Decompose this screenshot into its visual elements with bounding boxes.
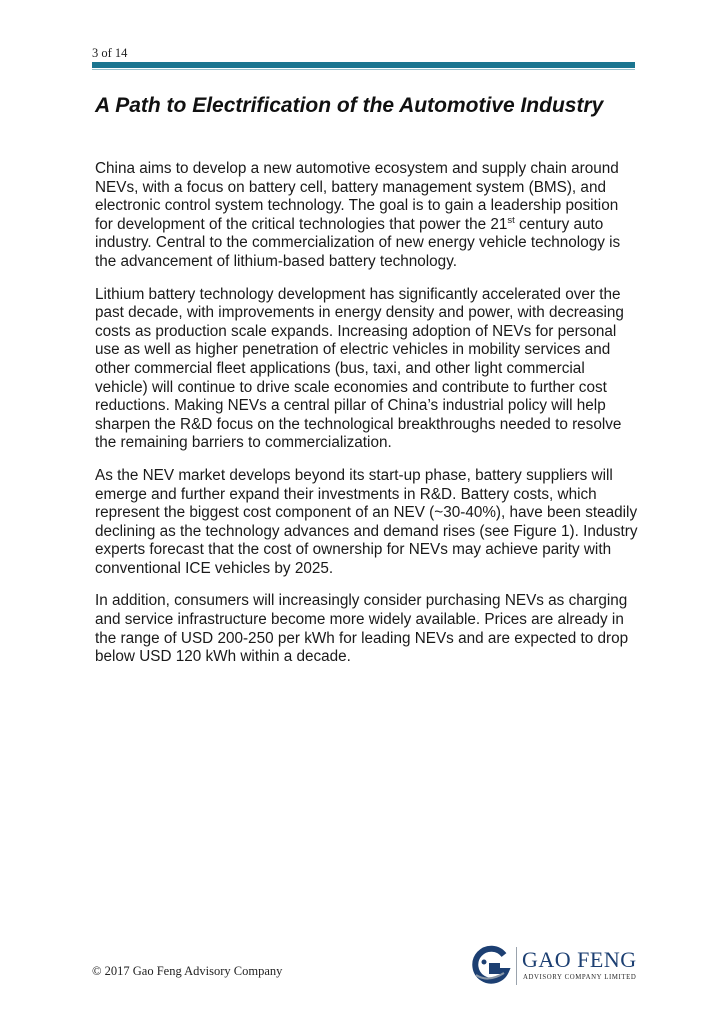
gao-feng-logo-icon <box>470 945 512 987</box>
page-number: 3 of 14 <box>92 46 128 60</box>
paragraph-3: As the NEV market develops beyond its start-up phase, battery suppliers will emerge and further expand their investments in R&D. Battery costs, which represent the biggest cost component of an NEV (~30-40%), have been steadily declining as the technology advances and demand rises (see Figure 1). Industry experts forecast that the cost of ownership for NEVs may achieve parity with conventional ICE vehicles by 2025. <box>95 466 638 577</box>
paragraph-1 <box>95 160 640 272</box>
superscript-st: st <box>507 214 515 226</box>
paragraph-1-text-a: China aims to develop a new automotive ecosystem and supply chain around NEVs, with a focus on battery cell, battery management system (BMS), and electronic control system technology. The goal is to gain a leadership position for development of the critical technologies that power the 21 <box>95 160 619 233</box>
company-logo <box>470 943 655 991</box>
paragraph-1-text-b: century auto industry. Central to the commercialization of new energy vehicle technology is the advancement of lithium-based battery technology. <box>95 215 621 270</box>
logo-divider <box>516 947 517 985</box>
logo-name: GAO FENG <box>522 947 637 972</box>
footer-copyright: © 2017 Gao Feng Advisory Company <box>92 964 283 978</box>
section-title: A Path to Electrification of the Automotive Industry <box>95 94 604 117</box>
logo-subtitle: ADVISORY COMPANY LIMITED <box>523 974 637 981</box>
header-rule-thin <box>92 69 635 70</box>
paragraph-2: Lithium battery technology development has significantly accelerated over the past decade, with improvements in energy density and power, with decreasing costs as production scale expands. Increasing adoption of NEVs for personal use as well as higher penetration of electric vehicles in mobility services and other commercial fleet applications (bus, taxi, and other light commercial vehicle) will continue to drive scale economies and contribute to further cost reductions. Making NEVs a central pillar of China’s industrial policy will help sharpen the R&D focus on the technological breakthroughs needed to resolve the remaining barriers to commercialization. <box>95 285 624 452</box>
paragraph-4: In addition, consumers will increasingly consider purchasing NEVs as charging and service infrastructure become more widely available. Prices are already in the range of USD 200-250 per kWh for leading NEVs and are expected to drop below USD 120 kWh within a decade. <box>95 592 629 666</box>
header-rule <box>92 62 635 68</box>
body-text <box>95 160 640 681</box>
